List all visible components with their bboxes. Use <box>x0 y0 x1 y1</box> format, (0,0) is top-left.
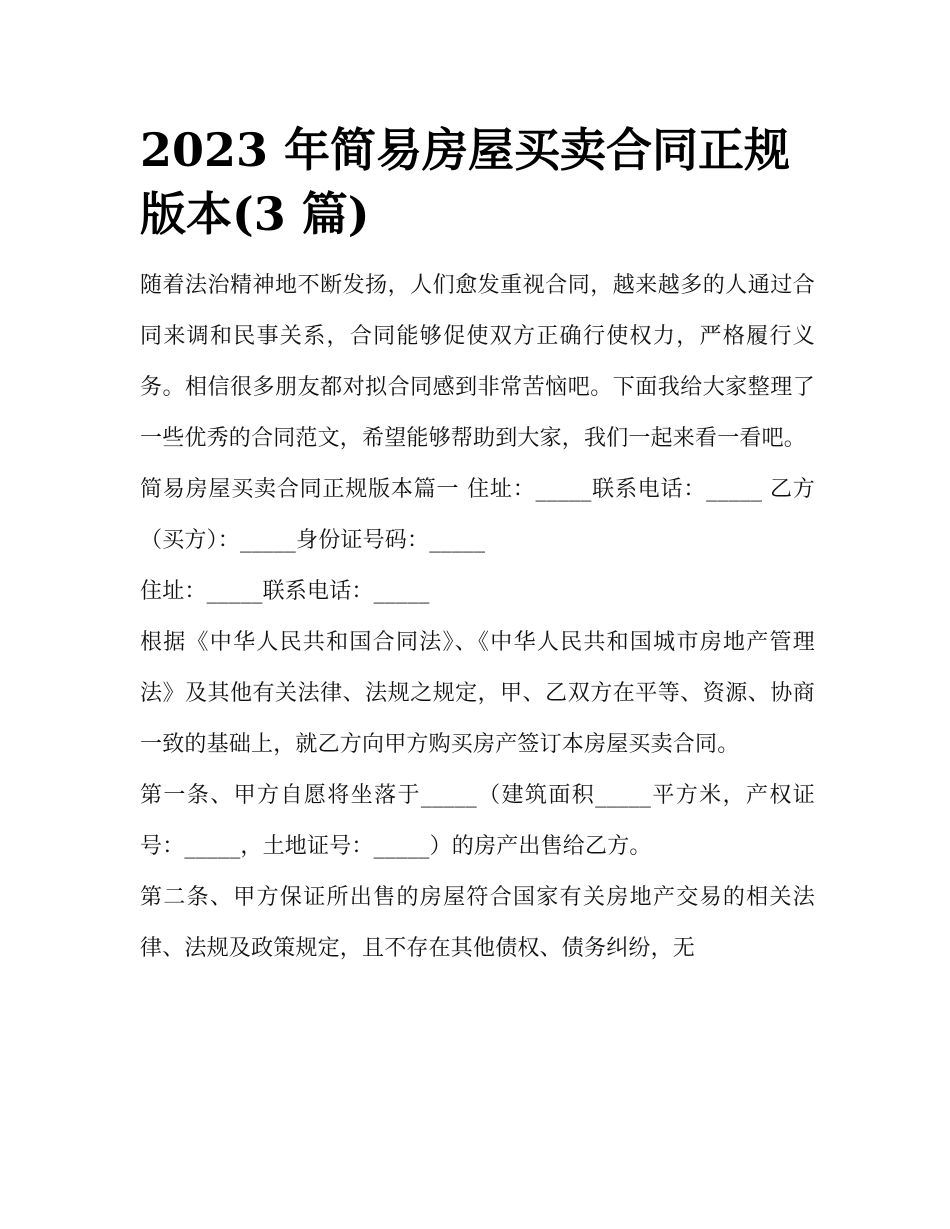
party-info-paragraph: 简易房屋买卖合同正规版本篇一 住址：_____联系电话：_____ 乙方（买方）：_____身份证号码：_____ <box>140 477 815 553</box>
article-two-paragraph: 第二条、甲方保证所出售的房屋符合国家有关房地产交易的相关法律、法规及政策规定，且不存在其他债权、债务纠纷，无 <box>140 885 815 961</box>
intro-paragraph: 随着法治精神地不断发扬，人们愈发重视合同，越来越多的人通过合同来调和民事关系，合同能够促使双方正确行使权力，严格履行义务。相信很多朋友都对拟合同感到非常苦恼吧。下面我给大家整理了一些优秀的合同范文，希望能够帮助到大家，我们一起来看一看吧。 <box>140 273 815 451</box>
document-page <box>140 118 815 974</box>
document-title: 2023 年简易房屋买卖合同正规版本(3 篇) <box>140 123 791 241</box>
article-one-paragraph: 第一条、甲方自愿将坐落于_____（建筑面积_____平方米，产权证号：_____，土地证号：_____）的房产出售给乙方。 <box>140 783 815 859</box>
address-paragraph: 住址：_____联系电话：_____ <box>140 579 430 604</box>
legal-basis-paragraph: 根据《中华人民共和国合同法》、《中华人民共和国城市房地产管理法》及其他有关法律、法规之规定，甲、乙双方在平等、资源、协商一致的基础上，就乙方向甲方购买房产签订本房屋买卖合同。 <box>140 630 815 757</box>
